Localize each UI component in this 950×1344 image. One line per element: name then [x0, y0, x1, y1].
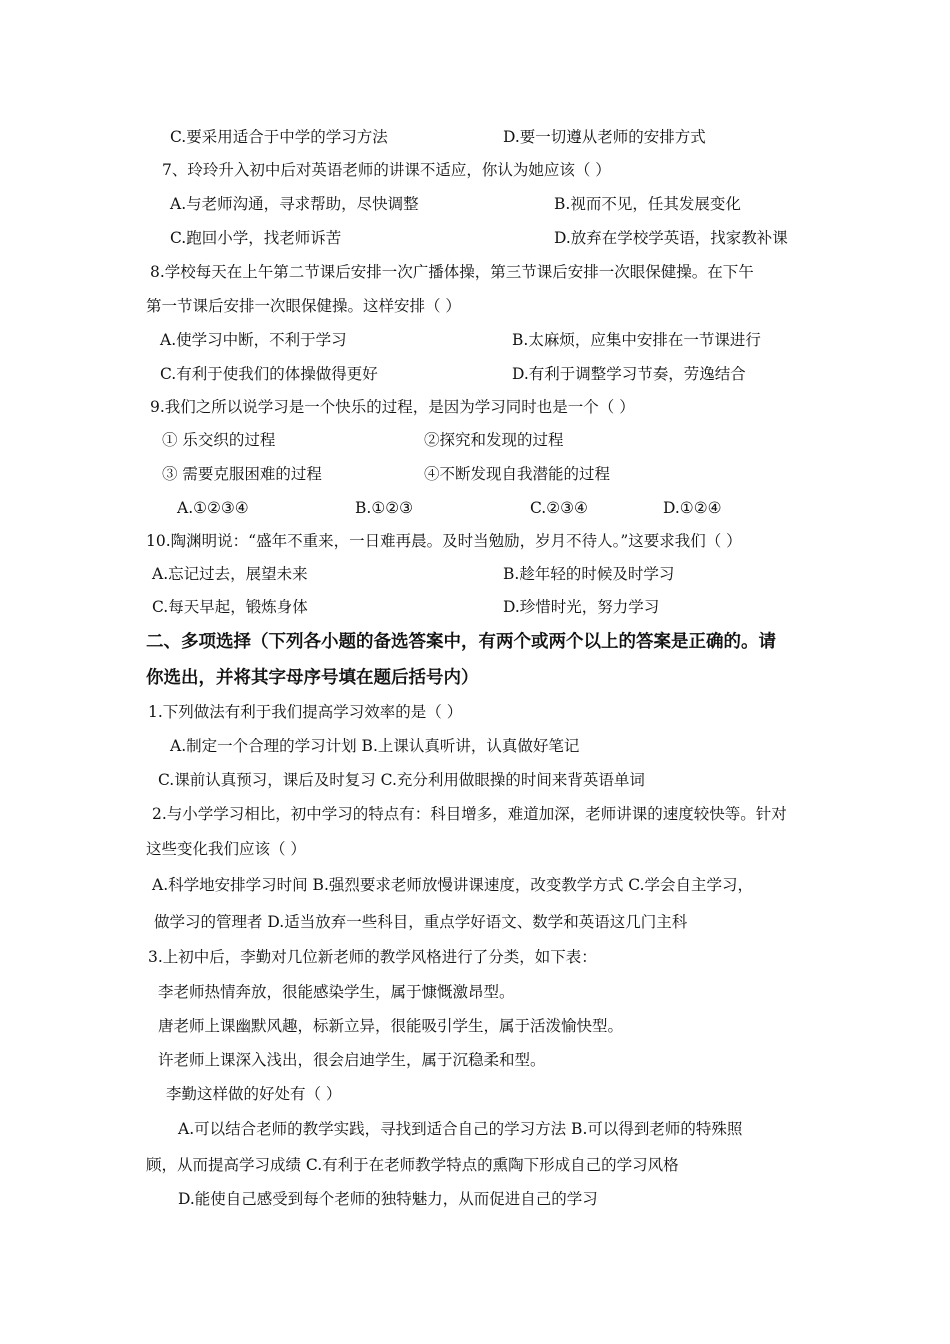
m1-stem: 1.下列做法有利于我们提高学习效率的是（ ） [148, 703, 463, 721]
m2-stem-line2: 这些变化我们应该（ ） [146, 840, 306, 858]
q7-option-b: B.视而不见，任其发展变化 [554, 195, 741, 213]
q9-item-2: ②探究和发现的过程 [424, 431, 564, 449]
q9-option-c: C.②③④ [530, 499, 588, 517]
m1-options-ab: A.制定一个合理的学习计划 B.上课认真听讲，认真做好笔记 [170, 737, 580, 755]
q10-stem: 10.陶渊明说：“盛年不重来，一日难再晨。及时当勉励，岁月不待人。”这要求我们（ ） [146, 532, 742, 550]
m2-options-line1: A.科学地安排学习时间 B.强烈要求老师放慢讲课速度，改变教学方式 C.学会自主学习， [152, 876, 754, 894]
q10-option-a: A.忘记过去，展望未来 [152, 565, 308, 583]
m2-stem-line1: 2.与小学学习相比，初中学习的特点有：科目增多，难道加深，老师讲课的速度较快等。针对 [152, 805, 787, 823]
q9-option-d: D.①②④ [663, 499, 722, 517]
q7-stem: 7、玲玲升入初中后对英语老师的讲课不适应，你认为她应该（ ） [162, 161, 611, 179]
m3-options-line3: D.能使自己感受到每个老师的独特魅力，从而促进自己的学习 [178, 1190, 598, 1208]
q8-option-d: D.有利于调整学习节奏，劳逸结合 [512, 365, 746, 383]
section-heading-line1: 二、多项选择（下列各小题的备选答案中，有两个或两个以上的答案是正确的。请 [146, 632, 776, 652]
section-heading-line2: 你选出，并将其字母序号填在题后括号内） [146, 668, 479, 688]
q9-item-4: ④不断发现自我潜能的过程 [424, 465, 611, 483]
m3-options-line2: 顾，从而提高学习成绩 C.有利于在老师教学特点的熏陶下形成自己的学习风格 [146, 1156, 679, 1174]
q8-option-c: C.有利于使我们的体操做得更好 [160, 365, 378, 383]
q7-option-a: A.与老师沟通，寻求帮助，尽快调整 [170, 195, 419, 213]
q8-option-a: A.使学习中断，不利于学习 [160, 331, 347, 349]
m2-options-line2: 做学习的管理者 D.适当放弃一些科目，重点学好语文、数学和英语这几门主科 [154, 913, 688, 931]
q10-option-b: B.趁年轻的时候及时学习 [503, 565, 675, 583]
m3-teacher-tang: 唐老师上课幽默风趣，标新立异，很能吸引学生，属于活泼愉快型。 [158, 1017, 624, 1035]
q8-stem-line2: 第一节课后安排一次眼保健操。这样安排（ ） [146, 297, 461, 315]
q9-option-a: A.①②③④ [177, 499, 249, 517]
q9-option-b: B.①②③ [355, 499, 414, 517]
m1-options-cd: C.课前认真预习，课后及时复习 C.充分利用做眼操的时间来背英语单词 [158, 771, 645, 789]
q10-option-d: D.珍惜时光，努力学习 [503, 598, 660, 616]
q8-option-b: B.太麻烦，应集中安排在一节课进行 [512, 331, 761, 349]
q10-option-c: C.每天早起，锻炼身体 [152, 598, 308, 616]
m3-question: 李勤这样做的好处有（ ） [166, 1085, 342, 1103]
m3-options-line1: A.可以结合老师的教学实践，寻找到适合自己的学习方法 B.可以得到老师的特殊照 [178, 1120, 743, 1138]
q8-stem-line1: 8.学校每天在上午第二节课后安排一次广播体操，第三节课后安排一次眼保健操。在下午 [150, 263, 754, 281]
q7-option-d: D.放弃在学校学英语，找家教补课 [554, 229, 788, 247]
q6-option-d: D.要一切遵从老师的安排方式 [503, 128, 706, 146]
q6-option-c: C.要采用适合于中学的学习方法 [170, 128, 388, 146]
q7-option-c: C.跑回小学，找老师诉苦 [170, 229, 342, 247]
q9-stem: 9.我们之所以说学习是一个快乐的过程，是因为学习同时也是一个（ ） [150, 398, 635, 416]
m3-stem: 3.上初中后，李勤对几位新老师的教学风格进行了分类，如下表： [148, 948, 597, 966]
q9-item-1: ① 乐交织的过程 [162, 431, 276, 449]
m3-teacher-li: 李老师热情奔放，很能感染学生，属于慷慨激昂型。 [158, 983, 515, 1001]
q9-item-3: ③ 需要克服困难的过程 [162, 465, 322, 483]
m3-teacher-xu: 许老师上课深入浅出，很会启迪学生，属于沉稳柔和型。 [158, 1051, 546, 1069]
